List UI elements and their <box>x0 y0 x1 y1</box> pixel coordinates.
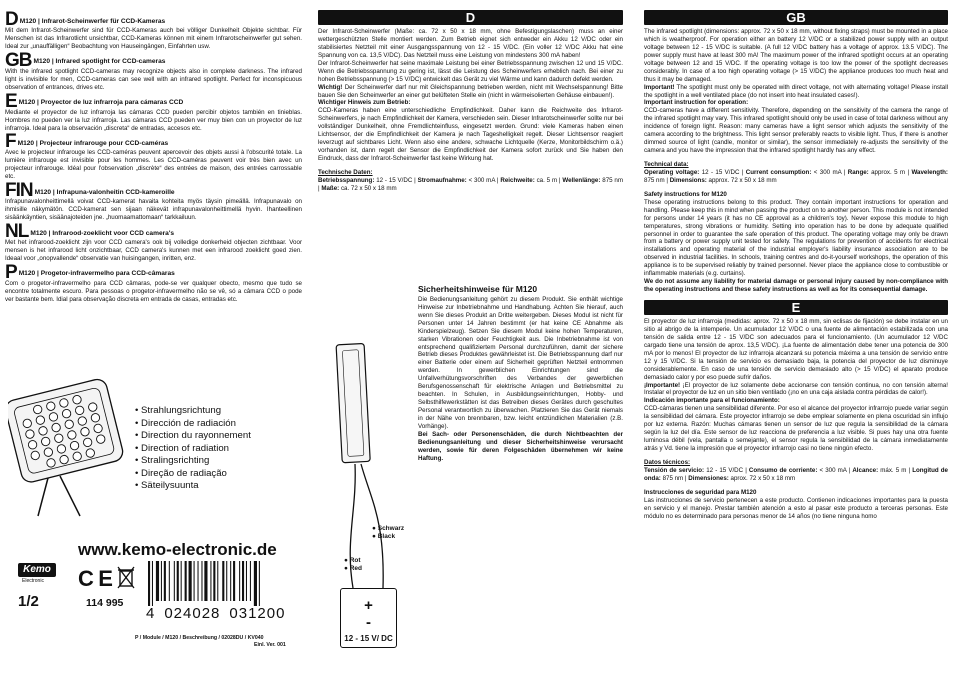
legend-item: • Direção de radiação <box>135 468 251 481</box>
gb-tech-heading: Technical data: <box>644 161 689 168</box>
document-version: Einl. Ver. 001 <box>254 642 286 648</box>
lang-text: Avec le projecteur infrarouge les CCD-caméras peuvent apercevoir des objets aussi à l'obscurité totale. La lumière infrarouge est invisible pour les hommes. Les CCD-caméras peuvent voir très bien avec un projecteur infrarouge. Idéal pour l'observation „discrète“ des entrées de maison, des entrées carrossable etc. <box>5 149 302 181</box>
lang-heading <box>5 221 302 242</box>
es-operation-heading: Indicación importante para el funcionamiento: <box>644 397 780 405</box>
lang-title: M120 | Proyector de luz infrarroja para cámaras CCD <box>18 99 184 107</box>
lang-title: M120 | Infrarot-Scheinwerfer für CCD-Kameras <box>19 17 166 25</box>
tech-key: Maße: <box>321 184 340 192</box>
lang-letter: FIN <box>5 180 33 202</box>
tech-value: < 300 mA | <box>817 466 853 474</box>
de-safety-liability: Bei Sach- oder Personenschäden, die durch Nichtbeachten der Bedienungsanleitung und dieser Sicherheitshinweise verursacht werden, sowie für deren Folgeschäden übernehmen wir keine Haftung. <box>418 430 623 462</box>
legend-item: • Säteilysuunta <box>135 480 251 493</box>
barcode-bar <box>250 561 251 601</box>
es-tech-data <box>644 467 948 483</box>
legend-item: • Direction of radiation <box>135 443 251 456</box>
de-safety-heading: Sicherheitshinweise für M120 <box>418 284 538 294</box>
barcode <box>146 561 294 606</box>
tech-value: 12 - 15 V/DC | <box>699 168 746 176</box>
left-column <box>5 10 302 304</box>
lang-text: Met het infrarood-zoeklicht zijn voor CCD camera's ook bij volledige donkerheid objecten zichtbaar. Voor mensen is het infrarood licht onzichtbaar, CCD camera's kunnen met een infrarood zoeklicht goed zien. Ideaal voor „onopvallende“ observatie van huisingangen, inritten, enz. <box>5 239 302 262</box>
tech-key: Dimensiones: <box>688 474 729 482</box>
page-number: 1/2 <box>18 593 39 610</box>
tech-key: Range: <box>847 168 869 176</box>
barcode-digit-group-1: 024028 <box>164 605 221 622</box>
legend-item: • Dirección de radiación <box>135 418 251 431</box>
gb-safety-heading: Safety instructions for M120 <box>644 190 727 198</box>
lang-title: M120 | Progetor-infravermelho para CCD-câmaras <box>18 270 175 278</box>
power-supply-box <box>340 588 397 648</box>
barcode-bar <box>230 561 231 601</box>
de-paragraph-3: Wichtig! Der Scheinwerfer darf nur mit Gleichspannung betrieben werden, nicht mit Wechselspannung! Bitte bauen Sie den Scheinwerfer an einer gut belüfteten Stelle ein (nicht in wärmeisolierten Gehäuse einbauen!). <box>318 83 623 99</box>
language-summaries <box>5 9 302 304</box>
tech-value: approx. 72 x 50 x 18 mm <box>706 176 777 184</box>
tech-key: Tensión de servicio: <box>644 466 705 474</box>
barcode-bar <box>177 561 179 601</box>
legend-item: • Direction du rayonnement <box>135 430 251 443</box>
document-reference: P / Module / M120 / Beschreibung / 02028DU / KV040 <box>135 635 264 641</box>
tech-value: 875 nm | <box>660 474 689 482</box>
german-column <box>318 10 623 193</box>
german-safety-block <box>418 284 623 463</box>
de-paragraph-2: Der Infrarot-Scheinwerfer hat seine maximale Leistung bei einer Betriebsspannung zwischen 12 und 15 V/DC. Wenn die Betriebsspannung zu gering ist, lässt die Leistung des Scheinwerfers erheblich nach. Bei einer zu hohen Betriebsspannung (> 15 V/DC) entwickelt das Gerät zu viel Wärme und kann dadurch defekt werden. <box>318 59 623 83</box>
de-safety-text: Die Bedienungsanleitung gehört zu diesem Produkt. Sie enthält wichtige Hinweise zur Inbetriebnahme und Handhabung. Achten Sie hierauf, auch wenn Sie dieses Produkt an Dritte weitergeben. Dieses Modul ist nicht für Personen unter 14 Jahren bestimmt (er hat keine CE Abnahme als Kinderspielzeug). Setzen Sie diesem Modul keine hohen Temperaturen, starken Vibrationen oder Feuchtigkeit aus. Die Inbetriebnahme ist von entsprechend qualifiziertem Personal durchzuführen, damit der sichere Betrieb dieses Produktes gewährleistet ist. Die Betriebsspannung darf nur einer Batterie oder einem auf Sicherheit geprüften Netzteil entnommen werden. In gewerblichen Einrichtungen sind die Unfallverhütungsvorschriften des Verbandes der gewerblichen Berufsgenossenschaft für elektrische Anlagen und Betriebsmittel zu beachten. In Schulen, in Ausbildungseinrichtungen, Hobby- und Selbsthilfewerkstätten ist das Betreiben dieses Gerätes durch geschultes Personal verantwortlich zu überwachen. Platzieren Sie das Gerät niemals in der Nähe von brennbaren, bzw. leicht entzündlichen Materialien (z.B. Vorhänge). <box>418 295 623 430</box>
section-bar-gb: GB <box>644 10 948 25</box>
lang-title: M120 | Infrarood-zoeklicht voor CCD camera's <box>30 229 175 237</box>
section-bar-d: D <box>318 10 623 25</box>
lang-text: Mediante el proyector de luz infrarroja las cámaras CCD pueden percibir objetos también en tinieblas. Hombres no pueden ver la luz infrarroja. Las cámaras CCD pueden ver muy bien con un proyector de luz infrarroja. Ideal para la observación „discreta“ de entradas, accesos etc. <box>5 108 302 132</box>
lang-text: Infrapunavalonheittimellä voivat CCD-kamerat havaita kohteita myös täysin pimeällä. Infrapunavalo on ihmisille näkymätön. CCD-kamerat sen sijaan näkevät infrapunavalonheittimellä hyvin. Ihanteellinen sisäänkäyntien, sisäänajoteiden jne. „huomaamattomaan“ tarkkailuun. <box>5 198 302 222</box>
lang-heading <box>5 49 302 71</box>
ce-mark-icon: C E <box>78 566 113 591</box>
power-terminals: + - <box>364 597 387 631</box>
de-tech-heading: Technische Daten: <box>318 168 373 176</box>
tech-key: Wavelength: <box>911 168 948 176</box>
barcode-bar <box>246 561 247 601</box>
barcode-bar <box>254 561 257 606</box>
tech-key: Alcance: <box>852 466 879 474</box>
radiation-legend <box>135 405 251 493</box>
lang-title: M120 | Projecteur infrarouge pour CCD-caméras <box>17 140 169 147</box>
lang-heading <box>5 261 302 283</box>
barcode-bar <box>156 561 159 601</box>
tech-value: < 300 mA | <box>466 176 501 184</box>
kemo-logo-subtitle: Electronic <box>22 578 44 584</box>
gb-tech-data <box>644 169 948 185</box>
tech-value: < 300 mA | <box>811 168 848 176</box>
tech-value: ca. 5 m | <box>534 176 563 184</box>
lang-text: Mit dem Infrarot-Scheinwerfer sind für CCD-Kameras auch bei völliger Dunkelheit Objekte sichtbar. Für Menschen ist das Infrarotlicht unsichtbar, CCD-Kameras können mit einem Infrarotscheinwerfer gut sehen. Ideal zur „unauffälligen“ Beobachtung von Hauseingängen, Einfahrten usw. <box>5 27 302 50</box>
de-paragraph-4: CCD-Kameras haben eine unterschiedliche Empfindlichkeit. Daher kann die Reichweite des Infrarot-Scheinwerfers, je nach Empfindlichkeit der Kamera, verschieden sein. Dieser Infrarotscheinwerfer sollte nur bei vollständiger Dunkelheit, ohne Fremdlichteinfluss, eingesetzt werden. Grund: viele Kameras haben einen Lichtsensor, der die Empfindlichkeit der Kamera je nach Tageshelligkeit regelt. Dieser Lichtsensor reagiert leverzugt auf sichtbares Licht. Wenn also eine andere, schwache Lichtquelle (Kerze, Monitorbildschirm o.ä.) vorhanden ist, dann regelt der Sensor die Empfindlichkeit der Kamera sofort zurück und Sie haben den Eindruck, dass der Infrarot-Scheinwerfer fast keine Wirkung hat. <box>318 107 623 162</box>
es-paragraph-2: ¡Importante! ¡El proyector de luz solamente debe accionarse con tensión continua, no con tensión alterna! Instalar el proyector de luz en un sitio bien ventilado (¡no en una caja aislada contra pérdidas de calor!). <box>644 381 948 397</box>
barcode-bar <box>181 561 182 601</box>
tech-value: 12 - 15 V/DC | <box>374 176 418 184</box>
barcode-bar <box>259 561 260 606</box>
tech-key: Betriebsspannung: <box>318 176 375 184</box>
lang-heading <box>5 9 302 30</box>
tech-value: approx. 5 m | <box>868 168 912 176</box>
lang-letter: P <box>5 261 17 283</box>
barcode-digits <box>146 605 294 622</box>
article-number: 114 995 <box>86 597 124 609</box>
tech-key: Longitud de onda: <box>644 466 948 482</box>
barcode-bar <box>189 561 192 601</box>
barcode-bar <box>204 561 207 601</box>
legend-item: • Strahlungsrichtung <box>135 405 251 418</box>
legend-item: • Stralingsrichting <box>135 455 251 468</box>
barcode-bar <box>222 561 224 601</box>
de-operation-heading: Wichtiger Hinweis zum Betrieb: <box>318 99 411 107</box>
lang-heading <box>5 90 302 112</box>
gb-operation-heading: Important instruction for operation: <box>644 99 749 107</box>
tech-value: ca. 72 x 50 x 18 mm <box>339 184 397 192</box>
lang-heading <box>5 131 302 153</box>
section-bar-e: E <box>644 300 948 315</box>
tech-key: Consumo de corriente: <box>748 466 818 474</box>
lang-letter: E <box>5 90 17 112</box>
lang-text: With the infrared spotlight CCD-cameras may recognize objects also in complete darkness. The infrared light is invisible for men, CCD-cameras can see well with an infrared spotlight. Perfect for inconspicuous observation of entrances, drives etc. <box>5 67 302 91</box>
tech-key: Wellenlänge: <box>562 176 601 184</box>
barcode-bar <box>233 561 235 601</box>
lang-heading <box>5 180 302 202</box>
tech-value: 875 nm | <box>644 176 670 184</box>
barcode-bar <box>201 561 202 601</box>
barcode-bar <box>210 561 211 601</box>
barcode-bar <box>152 561 153 606</box>
barcode-bar <box>174 561 175 601</box>
lang-title: M120 | Infrared spotlight for CCD-cameras <box>33 58 166 66</box>
barcode-bar <box>217 561 218 601</box>
barcode-bar <box>185 561 187 601</box>
lang-title: M120 | Infrapuna-valonheitin CCD-kameroille <box>34 188 175 196</box>
barcode-bar <box>148 561 150 606</box>
gb-paragraph-3: CCD-cameras have a different sensitivity. Therefore, depending on the sensitivity of the camera the range of the infrared spotlight may vary. This infrared spotlight should only be used in case of total darkness without any incidence of foreign light. Reason: many cameras have a light sensor which adjusts the sensitivity of the camera according to the brightness. This light sensor preferably reacts to visible light. Thus, if there is another dimmed source of light (candle, monitor or similar), the sensor immediately re-adjusts the sensitivity of the camera and you have the impression that the infrared spotlight hardly has any effect. <box>644 107 948 155</box>
es-safety-text: Las instrucciones de servicio pertenecen a este producto. Contienen indicaciones importantes para la puesta en servicio y el manejo. Prestar también atención a esto al pasar este producto a terceras personas. Este módulo no es determinado para personas menor de 14 años (no tiene ninguna homo <box>644 496 948 520</box>
lang-letter: D <box>5 9 18 30</box>
tech-key: Operating voltage: <box>644 168 700 176</box>
es-paragraph-3: CCD-cámaras tienen una sensibilidad diferente. Por eso el alcance del proyector infrarrojo puede variar según la sensibilidad del cámara. Este proyector infrarrojo se debe emplear solamente en plena oscuridad sin influjo por luz externa. Razón: Muchas cámaras tienen un sensor de luz que regula la sensibilidad de la cámara según la luz del día. Este sensor de luz reacciona de preferencia a luz visible. Si pues hay una otra fuente luminosa débil (vela, pantalla o semejante), el sensor regula la sensibilidad de la cámara inmediatamente atrás y Vd. tiene la impresión que el proyector infrarrojo casi no tiene ningún efecto. <box>644 405 948 452</box>
barcode-digit-group-2: 031200 <box>229 605 286 622</box>
power-voltage-label: 12 - 15 V/ DC <box>344 634 393 643</box>
es-paragraph-1: El proyector de luz infrarroja (medidas: aprox. 72 x 50 x 18 mm, sin eclisas de fijación) se debe instalar en un sitio al abrigo de la intemperie. Un acumulador 12 V/DC o una fuente de alimentación estabilizada con una tensión de salida entre 12 - 15 V/DC son adecuados para el funcionamiento. (Un acumulador 12 V/DC cargado tiene una tensión de aprox. 13,5 V/DC). ¡La fuente de alimentación debe tener una potencia de 300 mA por lo menos! El proyector de luz infrarroja alcanzará su potencia máxima a una tensión de servicio entre 12 y 15 V/DC. Si la tensión de servicio es demasiado baja, la potencia del proyector de luz disminuye considerablemente. En caso de una tensión de servicio demasiado alto (> 15 V/DC) el aparato produce demasiado calor y por eso puede sufrir daños. <box>644 318 948 381</box>
spotlight-device-illustration <box>8 378 138 518</box>
wire-label-black: ● Schwarz ● Black <box>372 525 405 540</box>
tech-key: Stromaufnahme: <box>417 176 467 184</box>
barcode-bar <box>239 561 240 601</box>
tech-key: Reichweite: <box>500 176 535 184</box>
es-safety-heading: Instrucciones de seguridad para M120 <box>644 488 757 496</box>
barcode-bar <box>169 561 170 601</box>
barcode-bar <box>226 561 227 601</box>
barcode-bar <box>161 561 162 601</box>
tech-key: Dimensions: <box>669 176 707 184</box>
tech-key: Current consumption: <box>745 168 812 176</box>
gb-safety-text: These operating instructions belong to this product. They contain important instructions for operation and handling. Please keep this in mind when passing the product on to another person. This module is not intended for persons under 14 years (it has no CE approval as a children's toy). Never expose this module to high temperatures, strong vibrations or humidity. Setting into operation has to be done by adequate qualified personnel in order to guarantee the safe operation of this product. The operating voltage may only be drawn from a battery or power supply unit tested for safety. The regulations for prevention of accidents for electrical installations and operating material of the industrial employer's liability insurance association are to be observed in industrial facilities. In schools, training centres and do-it-yourself workshops, the operation of this appliance is to be supervised reliably by trained personnel. Never place the appliance close to combustible or inflammable materials (e.g. curtains). <box>644 198 948 278</box>
tech-value: aprox. 72 x 50 x 18 mm <box>728 474 796 482</box>
barcode-bar <box>242 561 244 601</box>
gb-paragraph-1: The infrared spotlight (dimensions: approx. 72 x 50 x 18 mm, without fixing straps) must be mounted in a place which is weatherproof. For operation either an battery 12 V/DC or a stabilized power supply with an output voltage between 12 - 15 V/DC is suitable. (A full 12 V/DC battery has a voltage of approx. 13.5 V/DC). The power supply must have at least 300 mA! The maximum power of the infrared spotlight occurs at an operating voltage between 12 and 15 V/DC. If the operating voltage is too low the power of the spotlight decreases considerably. In case of a too high operating voltage (> 15 V/DC) the appliance produces too much heat and thus it may be damaged. <box>644 28 948 83</box>
tech-value: máx. 5 m | <box>878 466 913 474</box>
wire-label-red: ● Rot ● Red <box>344 557 363 572</box>
website-url: www.kemo-electronic.de <box>78 540 277 559</box>
barcode-bar <box>164 561 166 601</box>
es-tech-heading: Datos técnicos: <box>644 458 691 466</box>
de-tech-data <box>318 177 623 193</box>
barcode-bar <box>213 561 215 601</box>
barcode-bar <box>194 561 195 601</box>
barcode-bar <box>198 561 199 601</box>
tech-value: 875 nm | <box>318 176 623 192</box>
weee-bin-icon <box>117 566 135 590</box>
lang-text: Com o progetor-infravermelho para CCD câmaras, pode-se ver qualquer obecto, mesmo que tudo se encontre totalmente escuro. Para pessoas o progetor-infravermelho não se vê, só a câmara CCD o pode ver bastante bem. Idial para observação discreta em entrada de casas, entradas etc. <box>5 279 302 303</box>
lang-letter: NL <box>5 221 29 242</box>
english-spanish-column <box>644 10 948 521</box>
lang-letter: GB <box>5 49 32 71</box>
de-paragraph-1: Der Infrarot-Scheinwerfer (Maße: ca. 72 x 50 x 18 mm, ohne Befestigungslaschen) muss an einer wettergeschützten Stelle montiert werden. Zum Betrieb eignet sich entweder ein Akku 12 V/DC oder ein stabilisiertes Netzteil mit einer Ausgangsspannung von 12 - 15 V/DC. (Ein voller 12 V/DC Akku hat eine Spannung von ca. 13,5 V/DC). Das Netzteil muss eine Leistung von mindestens 300 mA haben! <box>318 28 623 59</box>
gb-paragraph-2: Important! The spotlight must only be operated with direct voltage, not with alternating voltage! Please install the spotlight in a well ventilated place (do not insert into heat insulated cases!). <box>644 83 948 99</box>
kemo-logo: Kemo <box>18 563 56 577</box>
lang-letter: F <box>5 131 16 153</box>
tech-value: 12 - 15 V/DC | <box>704 466 749 474</box>
gb-safety-liability: We do not assume any liability for material damage or personal injury caused by non-compliance with the operating instructions and these safety instructions as well as for its consequential damage. <box>644 278 948 294</box>
barcode-digit-prefix: 4 <box>146 605 156 622</box>
